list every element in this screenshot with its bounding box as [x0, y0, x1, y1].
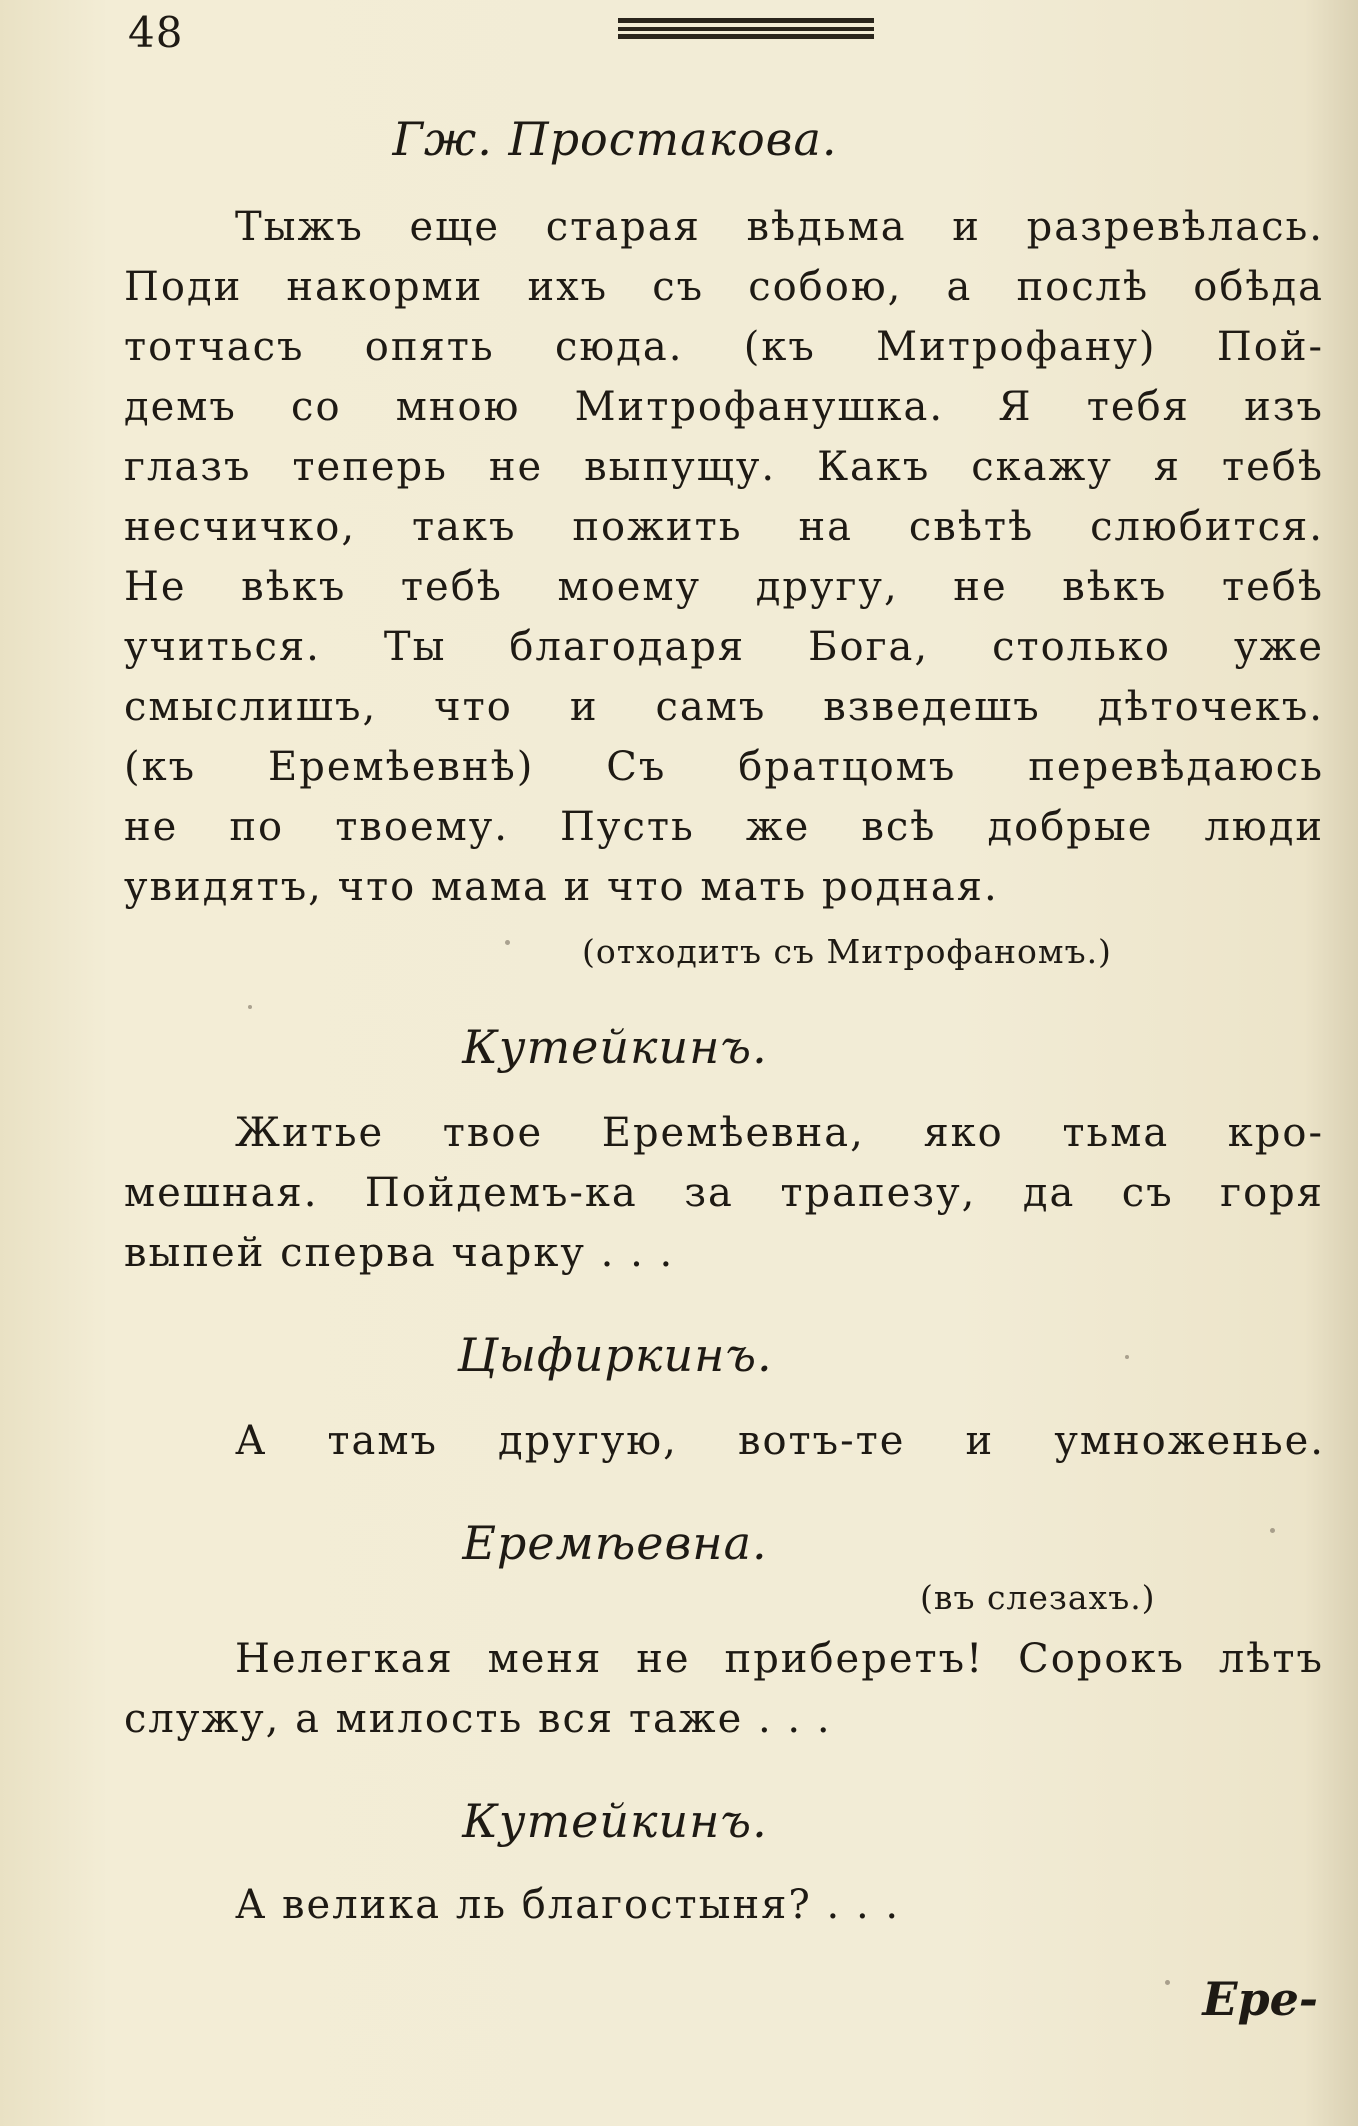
- paper-speck: [505, 940, 510, 945]
- stage-direction: (отходитъ съ Митрофаномъ.): [582, 932, 1112, 971]
- speaker-kuteikin: Кутейкинъ.: [462, 1794, 768, 1848]
- text-line: тотчасъ опять сюда. (къ Митрофану) Пой-: [124, 324, 1324, 370]
- text-line: учиться. Ты благодаря Бога, столько уже: [124, 624, 1324, 670]
- text-line: демъ со мною Митрофанушка. Я тебя изъ: [124, 384, 1324, 430]
- text-line: мешная. Пойдемъ-ка за трапезу, да съ горя: [124, 1170, 1324, 1216]
- page-number: 48: [128, 8, 184, 57]
- text-line: выпей сперва чарку . . .: [124, 1230, 675, 1276]
- paper-speck: [1270, 1528, 1275, 1533]
- text-line: Поди накорми ихъ съ собою, а послѣ обѣда: [124, 264, 1324, 310]
- speaker-eremeevna: Еремѣевна.: [462, 1516, 768, 1570]
- text-line: (къ Еремѣевнѣ) Съ братцомъ перевѣдаюсь: [124, 744, 1324, 790]
- text-line: не по твоему. Пусть же всѣ добрые люди: [124, 804, 1324, 850]
- text-line: А велика ль благостыня? . . .: [235, 1882, 901, 1928]
- speaker-prostakova: Гж. Простакова.: [392, 112, 838, 166]
- text-line: Нелегкая меня не приберетъ! Сорокъ лѣтъ: [235, 1636, 1324, 1682]
- header-ornament: [618, 18, 874, 40]
- text-line: глазъ теперь не выпущу. Какъ скажу я тебѣ: [124, 444, 1324, 490]
- text-line: несчичко, такъ пожить на свѣтѣ слюбится.: [124, 504, 1324, 550]
- text-line: Житье твое Еремѣевна, яко тьма кро-: [235, 1110, 1324, 1156]
- catchword: Ере-: [1202, 1972, 1318, 2026]
- text-line: Не вѣкъ тебѣ моему другу, не вѣкъ тебѣ: [124, 564, 1324, 610]
- text-line: Тыжъ еще старая вѣдьма и разревѣлась.: [235, 204, 1324, 250]
- speaker-tsyfirkin: Цыфиркинъ.: [457, 1328, 773, 1382]
- paper-speck: [248, 1005, 252, 1009]
- speaker-kuteikin: Кутейкинъ.: [462, 1020, 768, 1074]
- text-line: смыслишъ, что и самъ взведешъ дѣточекъ.: [124, 684, 1324, 730]
- paper-speck: [1165, 1980, 1170, 1985]
- stage-direction: (въ слезахъ.): [920, 1578, 1156, 1617]
- paper-speck: [1125, 1355, 1129, 1359]
- text-line: увидятъ, что мама и что мать родная.: [124, 864, 999, 910]
- text-line: А тамъ другую, вотъ-те и умноженье.: [235, 1418, 1325, 1464]
- text-line: служу, а милость вся таже . . .: [124, 1696, 832, 1742]
